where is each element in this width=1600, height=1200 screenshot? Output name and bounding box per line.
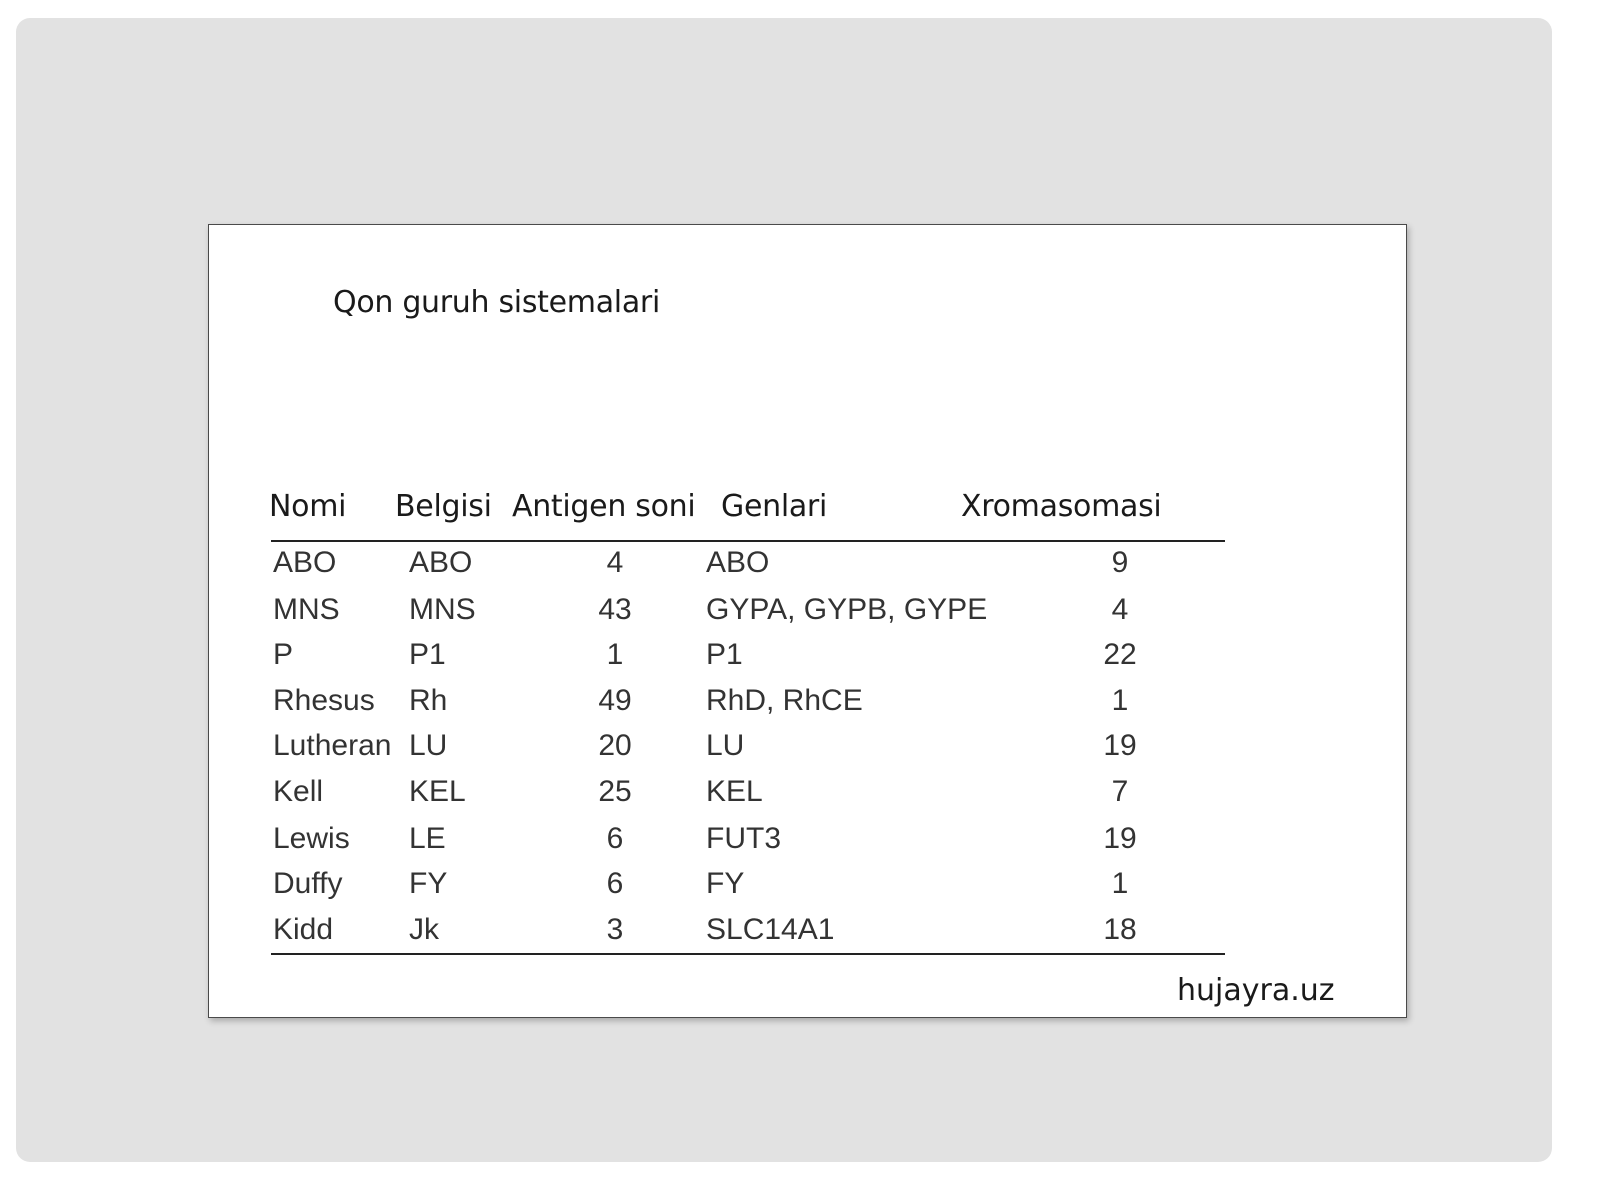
- slide: [208, 224, 1407, 1018]
- cell-antigen-soni: 43: [598, 593, 632, 626]
- header-nomi: Nomi: [269, 489, 347, 524]
- cell-belgisi: KEL: [409, 775, 466, 808]
- cell-antigen-soni: 4: [606, 546, 624, 579]
- cell-nomi: P: [273, 638, 294, 671]
- cell-antigen-soni: 20: [598, 729, 632, 762]
- table-bottom-rule: [271, 953, 1225, 955]
- cell-nomi: Kidd: [273, 913, 334, 946]
- cell-xromasomasi: 18: [1103, 913, 1137, 946]
- cell-belgisi: Rh: [409, 684, 448, 717]
- cell-antigen-soni: 3: [606, 913, 624, 946]
- cell-belgisi: LU: [409, 729, 448, 762]
- cell-genlari: FY: [706, 867, 745, 900]
- cell-xromasomasi: 1: [1111, 684, 1129, 717]
- cell-belgisi: LE: [409, 822, 446, 855]
- cell-antigen-soni: 1: [606, 638, 624, 671]
- cell-genlari: ABO: [706, 546, 770, 579]
- cell-genlari: RhD, RhCE: [706, 684, 863, 717]
- cell-xromasomasi: 1: [1111, 867, 1129, 900]
- cell-belgisi: FY: [409, 867, 448, 900]
- cell-xromasomasi: 7: [1111, 775, 1129, 808]
- cell-nomi: MNS: [273, 593, 340, 626]
- cell-belgisi: MNS: [409, 593, 476, 626]
- cell-genlari: GYPA, GYPB, GYPE: [706, 593, 988, 626]
- cell-belgisi: Jk: [409, 913, 439, 946]
- cell-xromasomasi: 19: [1103, 729, 1137, 762]
- cell-genlari: LU: [706, 729, 745, 762]
- cell-xromasomasi: 22: [1103, 638, 1137, 671]
- cell-nomi: Lutheran: [273, 729, 392, 762]
- site-watermark: hujayra.uz: [1177, 973, 1335, 1008]
- cell-genlari: KEL: [706, 775, 763, 808]
- cell-antigen-soni: 25: [598, 775, 632, 808]
- cell-nomi: Rhesus: [273, 684, 375, 717]
- cell-nomi: Lewis: [273, 822, 350, 855]
- cell-antigen-soni: 49: [598, 684, 632, 717]
- gray-frame: [16, 18, 1552, 1162]
- cell-nomi: Kell: [273, 775, 324, 808]
- header-genlari: Genlari: [721, 489, 828, 524]
- header-xromasomasi: Xromasomasi: [961, 489, 1162, 524]
- cell-genlari: P1: [706, 638, 743, 671]
- header-belgisi: Belgisi: [395, 489, 492, 524]
- cell-belgisi: P1: [409, 638, 446, 671]
- cell-xromasomasi: 19: [1103, 822, 1137, 855]
- cell-belgisi: ABO: [409, 546, 473, 579]
- cell-antigen-soni: 6: [606, 867, 624, 900]
- table-top-rule: [271, 540, 1225, 542]
- cell-nomi: Duffy: [273, 867, 343, 900]
- cell-genlari: SLC14A1: [706, 913, 835, 946]
- cell-genlari: FUT3: [706, 822, 781, 855]
- cell-xromasomasi: 4: [1111, 593, 1129, 626]
- slide-title: Qon guruh sistemalari: [333, 285, 660, 320]
- cell-antigen-soni: 6: [606, 822, 624, 855]
- cell-nomi: ABO: [273, 546, 337, 579]
- cell-xromasomasi: 9: [1111, 546, 1129, 579]
- header-antigen-soni: Antigen soni: [512, 489, 696, 524]
